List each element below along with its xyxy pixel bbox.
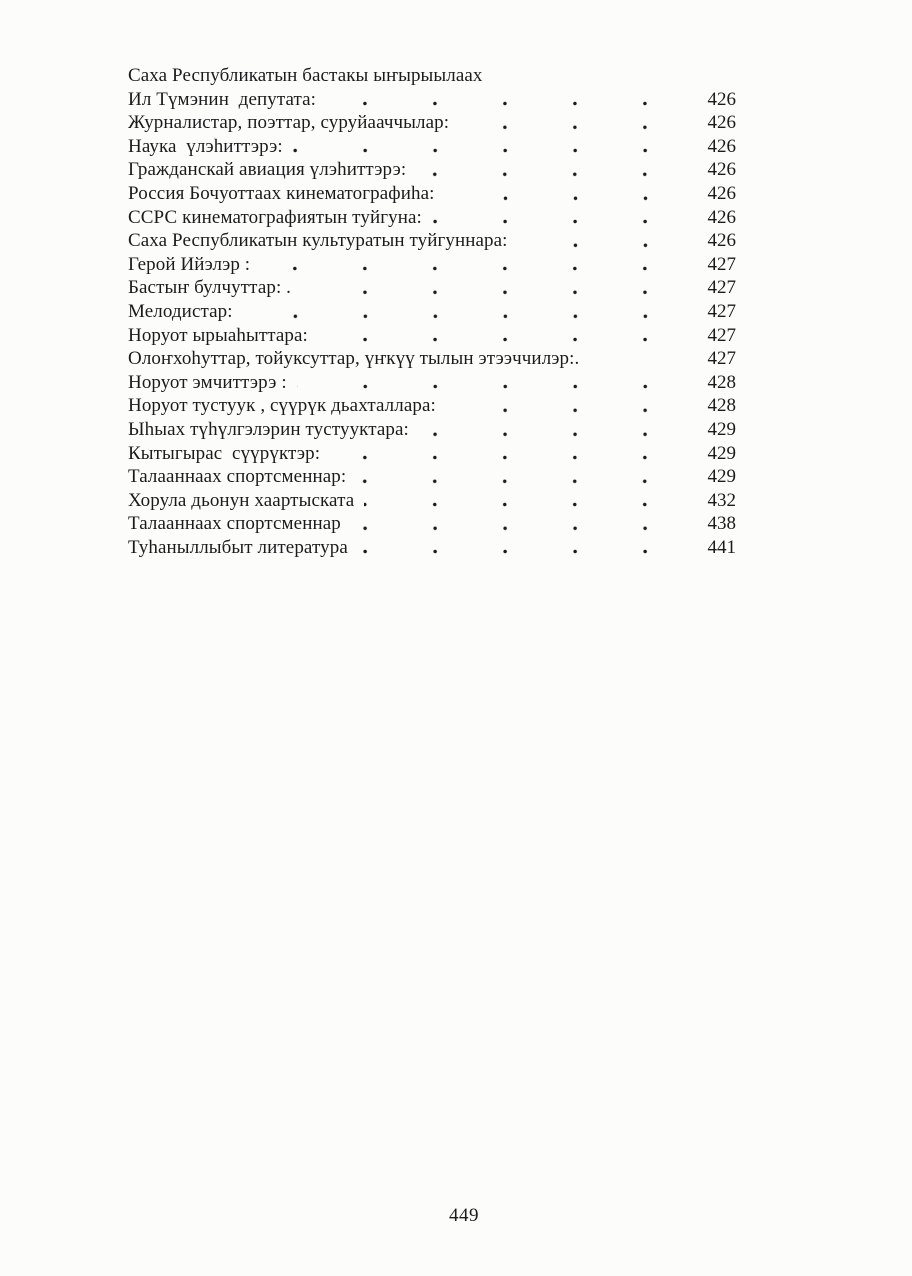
toc-entry-page: 426 (707, 159, 736, 181)
toc-entry (128, 111, 736, 135)
toc-entry-title: Мелодистар: (128, 300, 233, 322)
toc-entry-page: 428 (707, 371, 736, 393)
toc-entry-title: Норуот тустуук , сүүрүк дьахталлара: (128, 395, 436, 417)
toc-entry (128, 276, 736, 300)
toc-entry (128, 512, 736, 536)
dot-leader (330, 442, 680, 466)
toc-entry (128, 324, 736, 348)
toc-entry (128, 300, 736, 324)
toc-entry-title: Герой Ийэлэр : (128, 253, 251, 275)
dot-leader (358, 536, 680, 560)
toc-entry-page: 427 (707, 277, 736, 299)
toc-entry (128, 347, 736, 371)
toc-entry-title: Наука үлэһиттэрэ: (128, 135, 283, 157)
toc-entry-page: 428 (707, 395, 736, 417)
toc-entry-title: Гражданскай авиация үлэһиттэрэ: (128, 159, 407, 181)
dot-leader (445, 182, 681, 206)
dot-leader (446, 394, 680, 418)
dot-leader (518, 229, 680, 253)
toc-entry-title: Талааннаах спортсменнар (128, 513, 341, 535)
toc-entry-title: Туһаныллыбыт литература (128, 536, 348, 558)
toc-entry-title: ССРС кинематографиятын туйгуна: (128, 206, 422, 228)
toc-entry-page: 438 (707, 513, 736, 535)
toc-entry-page: 426 (707, 88, 736, 110)
toc-entry-page: 429 (707, 442, 736, 464)
dot-leader (297, 371, 680, 395)
toc-entry-title: Норуот ырыаһыттара: (128, 324, 308, 346)
dot-leader (493, 64, 680, 88)
toc-entry-page: 426 (707, 135, 736, 157)
toc-entry-page: 426 (707, 230, 736, 252)
toc-entry (128, 229, 736, 253)
toc-entry-page: 429 (707, 418, 736, 440)
toc-entry-page: 429 (707, 466, 736, 488)
toc-entry-title: Хорула дьонун хаартыската (128, 489, 355, 511)
toc-entry-title: Саха Республикатын бастакы ыҥырыылаах (128, 65, 483, 86)
toc-entry-title: Россия Бочуоттаах кинематографиһа: (128, 182, 435, 204)
toc-entry-title: Норуот эмчиттэрэ : (128, 371, 287, 393)
toc-entry (128, 158, 736, 182)
toc-entry (128, 418, 736, 442)
toc-entry-page: 426 (707, 182, 736, 204)
toc-entry (128, 465, 736, 489)
dot-leader (326, 88, 680, 112)
toc-entry-page: 427 (707, 300, 736, 322)
toc-entry (128, 135, 736, 159)
folio-page-number: 449 (449, 1205, 479, 1226)
toc-entry (128, 206, 736, 230)
dot-leader (459, 111, 680, 135)
toc-entry-page: 441 (707, 536, 736, 558)
dot-leader (351, 512, 680, 536)
toc-entry (128, 182, 736, 206)
toc-entry-title: Саха Республикатын культуратын туйгуннара: (128, 230, 508, 252)
dot-leader (301, 276, 680, 300)
toc-entry-title: Журналистар, поэттар, суруйааччылар: (128, 112, 450, 134)
toc-entry-page: 426 (707, 206, 736, 228)
dot-leader (260, 253, 680, 277)
table-of-contents (128, 64, 736, 559)
toc-entry-page: 427 (707, 253, 736, 275)
toc-entry (128, 536, 736, 560)
toc-entry-title: Ыһыах түһүлгэлэрин тустууктара: (128, 418, 409, 440)
dot-leader (589, 347, 680, 371)
toc-entry (128, 371, 736, 395)
toc-entry-page: 426 (707, 112, 736, 134)
toc-entry (128, 64, 736, 88)
dot-leader (293, 135, 680, 159)
toc-entry-title: Олоҥхоһуттар, тойуксуттар, үҥкүү тылын этээччилэр:. (128, 348, 580, 370)
dot-leader (432, 206, 680, 230)
toc-entry-title: Талааннаах спортсменнар: (128, 466, 347, 488)
dot-leader (356, 465, 680, 489)
toc-entry-page: 427 (707, 348, 736, 370)
dot-leader (364, 489, 680, 513)
dot-leader (243, 300, 680, 324)
toc-entry-page: 427 (707, 324, 736, 346)
toc-entry (128, 253, 736, 277)
toc-entry (128, 394, 736, 418)
toc-entry (128, 88, 736, 112)
toc-entry (128, 442, 736, 466)
dot-leader (318, 324, 680, 348)
toc-entry-title: Кытыгырас сүүрүктэр: (128, 442, 321, 464)
dot-leader (419, 418, 680, 442)
toc-entry-title: Бастыҥ булчуттар: . (128, 277, 292, 299)
toc-entry-page: 432 (707, 489, 736, 511)
dot-leader (416, 158, 680, 182)
toc-entry (128, 489, 736, 513)
toc-entry-title: Ил Түмэнин депутата: (128, 88, 317, 110)
